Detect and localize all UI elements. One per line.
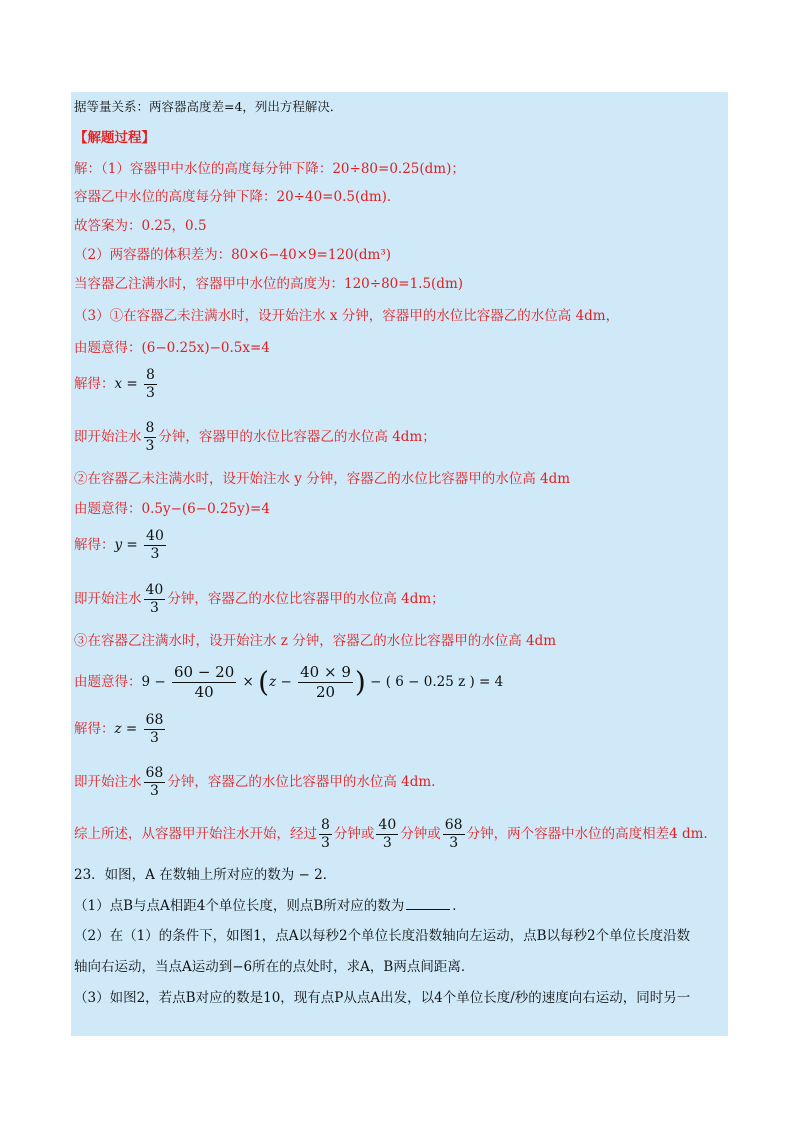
- denominator: 3: [149, 600, 159, 616]
- open-paren: (: [258, 665, 270, 699]
- equals: =: [121, 721, 142, 737]
- numerator: 68: [145, 712, 164, 728]
- solution-line-4: （2）两容器的体积差为：80×6−40×9=120(dm³): [74, 247, 392, 263]
- prefix: 即开始注水: [74, 429, 142, 445]
- fraction-1: [319, 817, 332, 852]
- inner-term: z −: [269, 674, 297, 690]
- part-1-text: （1）点B与点A相距4个单位长度，则点B所对应的数为: [74, 898, 405, 914]
- solution-line-9: [74, 420, 436, 455]
- prefix: 综上所述，从容器甲开始注水开始，经过: [74, 826, 317, 842]
- numerator: 40: [378, 817, 397, 833]
- numerator: 40 × 9: [300, 663, 351, 681]
- fraction-1: [172, 663, 236, 702]
- solution-line-11: 由题意得：0.5y−(6−0.25y)=4: [74, 501, 270, 517]
- prefix: 解得：: [74, 376, 115, 392]
- solution-line-12: [74, 528, 168, 563]
- fraction: [144, 712, 166, 747]
- fraction-2: [298, 663, 353, 702]
- fraction: [144, 367, 157, 402]
- intro-line: 据等量关系：两容器高度差=4，列出方程解决．: [74, 99, 343, 114]
- numerator: 8: [146, 367, 155, 383]
- prefix: 即开始注水: [74, 591, 142, 607]
- solution-line-2: 容器乙中水位的高度每分钟下降：20÷40=0.5(dm)．: [74, 189, 401, 205]
- solution-line-17: [74, 765, 435, 800]
- close-paren: ): [354, 665, 366, 699]
- numerator: 8: [145, 420, 155, 436]
- denominator: 3: [449, 835, 459, 851]
- solution-line-16: [74, 712, 167, 747]
- numerator: 60 − 20: [173, 663, 235, 681]
- solution-line-1: 解：（1）容器甲中水位的高度每分钟下降：20÷80=0.25(dm)；: [74, 161, 465, 177]
- mid-2: 分钟或: [400, 826, 441, 842]
- solution-line-14: ③在容器乙注满水时，设开始注水 z 分钟，容器乙的水位比容器甲的水位高 4dm: [74, 633, 557, 649]
- suffix: 分钟，两个容器中水位的高度相差4 dm.: [466, 826, 708, 842]
- solution-line-10: ②在容器乙未注满水时，设开始注水 y 分钟，容器乙的水位比容器甲的水位高 4dm: [74, 471, 571, 487]
- part-1-end: ．: [452, 898, 466, 914]
- mid-1: 分钟或: [333, 826, 375, 842]
- solution-line-7: 由题意得：(6−0.25x)−0.5x=4: [74, 340, 270, 356]
- denominator: 3: [149, 783, 159, 799]
- equals: =: [122, 537, 143, 553]
- question-23-part-1: [74, 896, 466, 916]
- numerator: 68: [444, 817, 463, 833]
- solution-line-6: （3）①在容器乙未注满水时，设开始注水 x 分钟，容器甲的水位比容器乙的水位高 4dm，: [74, 308, 620, 324]
- solution-header: 【解题过程】: [74, 130, 155, 146]
- fraction: [144, 528, 166, 563]
- solution-line-5: 当容器乙注满水时，容器甲中水位的高度为：120÷80=1.5(dm): [74, 276, 464, 292]
- denominator: 3: [382, 835, 392, 851]
- denominator: 3: [321, 835, 330, 851]
- fraction-2: [376, 817, 398, 852]
- prefix: 由题意得：: [74, 674, 142, 690]
- denominator: 20: [315, 683, 336, 701]
- equals: =: [122, 376, 143, 392]
- variable: z: [114, 721, 122, 737]
- solution-line-8: [74, 367, 159, 402]
- fraction-3: [443, 817, 465, 852]
- denominator: 3: [146, 385, 155, 401]
- numerator: 68: [145, 765, 164, 781]
- solution-line-13: [74, 582, 445, 617]
- numerator: 40: [145, 582, 164, 598]
- prefix: 即开始注水: [74, 774, 142, 790]
- numerator: 40: [146, 528, 164, 544]
- denominator: 40: [194, 683, 214, 701]
- variable: x: [114, 376, 123, 392]
- solution-line-15: [74, 663, 503, 702]
- prefix: 解得：: [74, 537, 115, 553]
- fraction: [144, 582, 166, 617]
- tail: − ( 6 − 0.25 z ) = 4: [365, 674, 504, 690]
- variable: y: [114, 537, 123, 553]
- times: ×: [238, 674, 259, 690]
- numerator: 8: [321, 817, 330, 833]
- question-23-part-2a: （2）在（1）的条件下，如图1，点A以每秒2个单位长度沿数轴向左运动，点B以每秒2个单位长度沿数: [74, 928, 691, 944]
- suffix: 分钟，容器乙的水位比容器甲的水位高 4dm.: [167, 774, 436, 790]
- denominator: 3: [150, 546, 160, 562]
- solution-line-3: 故答案为：0.25，0.5: [74, 218, 207, 234]
- suffix: 分钟，容器乙的水位比容器甲的水位高 4dm；: [167, 591, 445, 607]
- denominator: 3: [145, 438, 155, 454]
- answer-blank[interactable]: [406, 897, 450, 910]
- term-a: 9 −: [141, 674, 170, 690]
- fraction: [144, 420, 157, 455]
- suffix: 分钟，容器甲的水位比容器乙的水位高 4dm；: [158, 429, 436, 445]
- denominator: 3: [149, 730, 159, 746]
- question-23-title: 23．如图，A 在数轴上所对应的数为 − 2．: [74, 867, 337, 883]
- question-23-part-2b: 轴向右运动，当点A运动到−6所在的点处时，求A，B两点间距离．: [74, 959, 475, 975]
- prefix: 解得：: [74, 721, 115, 737]
- fraction: [144, 765, 166, 800]
- solution-line-18: [74, 817, 708, 852]
- question-23-part-3: （3）如图2，若点B对应的数是10，现有点P从点A出发，以4个单位长度/秒的速度向右运动，同时另一: [74, 990, 691, 1006]
